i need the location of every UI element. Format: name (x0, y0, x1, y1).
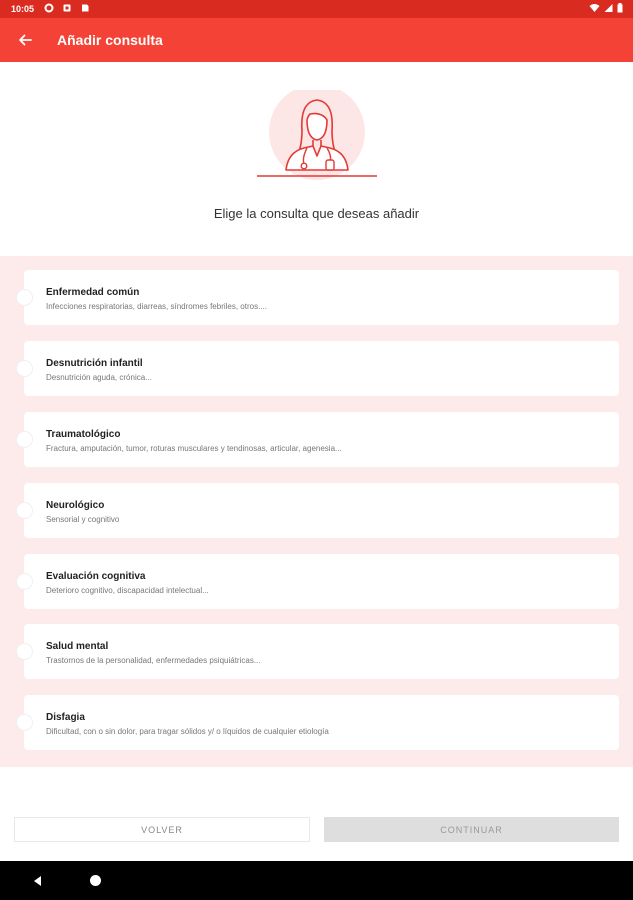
page-title: Añadir consulta (57, 32, 163, 48)
system-nav-bar (0, 861, 633, 900)
footer-area (0, 767, 633, 861)
back-footer-button[interactable]: VOLVER (14, 817, 310, 842)
settings-icon (44, 3, 54, 13)
header-area (0, 62, 633, 256)
option-description: Sensorial y cognitivo (46, 515, 120, 524)
radio-button[interactable] (16, 573, 33, 590)
option-title: Salud mental (46, 641, 109, 652)
nav-home-icon[interactable] (90, 875, 101, 886)
consultation-list (0, 256, 633, 767)
signal-icon (604, 3, 613, 13)
option-description: Dificultad, con o sin dolor, para tragar sólidos y/ o líquidos de cualquier etiología (46, 727, 329, 736)
radio-button[interactable] (16, 643, 33, 660)
option-title: Traumatológico (46, 429, 121, 440)
arrow-back-icon (18, 33, 32, 47)
doctor-icon (252, 90, 382, 180)
option-description: Desnutrición aguda, crónica... (46, 373, 152, 382)
option-title: Disfagia (46, 712, 85, 723)
option-description: Deterioro cognitivo, discapacidad intelectual... (46, 586, 209, 595)
sim-icon (80, 3, 90, 13)
option-traumatologico[interactable] (24, 412, 619, 467)
back-button[interactable] (14, 29, 36, 51)
option-neurologico[interactable] (24, 483, 619, 538)
radio-button[interactable] (16, 502, 33, 519)
option-title: Enfermedad común (46, 287, 140, 298)
app-bar (0, 18, 633, 62)
option-desnutricion-infantil[interactable] (24, 341, 619, 396)
radio-button[interactable] (16, 360, 33, 377)
notification-icon (62, 3, 72, 13)
option-title: Neurológico (46, 500, 105, 511)
status-time: 10:05 (11, 4, 35, 14)
option-description: Trastornos de la personalidad, enfermedades psiquiátricas... (46, 656, 261, 665)
status-bar (0, 0, 633, 18)
wifi-icon (589, 3, 600, 13)
option-title: Desnutrición infantil (46, 358, 143, 369)
option-salud-mental[interactable] (24, 624, 619, 679)
nav-back-icon[interactable] (31, 874, 45, 888)
option-description: Fractura, amputación, tumor, roturas musculares y tendinosas, articular, agenesia... (46, 444, 342, 453)
radio-button[interactable] (16, 289, 33, 306)
status-icons-left (44, 3, 90, 13)
prompt-text: Elige la consulta que deseas añadir (213, 206, 420, 221)
radio-button[interactable] (16, 431, 33, 448)
continue-button[interactable]: CONTINUAR (324, 817, 619, 842)
battery-icon (617, 3, 623, 13)
option-title: Evaluación cognitiva (46, 571, 146, 582)
option-evaluacion-cognitiva[interactable] (24, 554, 619, 609)
option-disfagia[interactable] (24, 695, 619, 750)
status-icons-right (589, 3, 623, 13)
option-description: Infecciones respiratorias, diarreas, síndromes febriles, otros.... (46, 302, 267, 311)
radio-button[interactable] (16, 714, 33, 731)
option-enfermedad-comun[interactable] (24, 270, 619, 325)
